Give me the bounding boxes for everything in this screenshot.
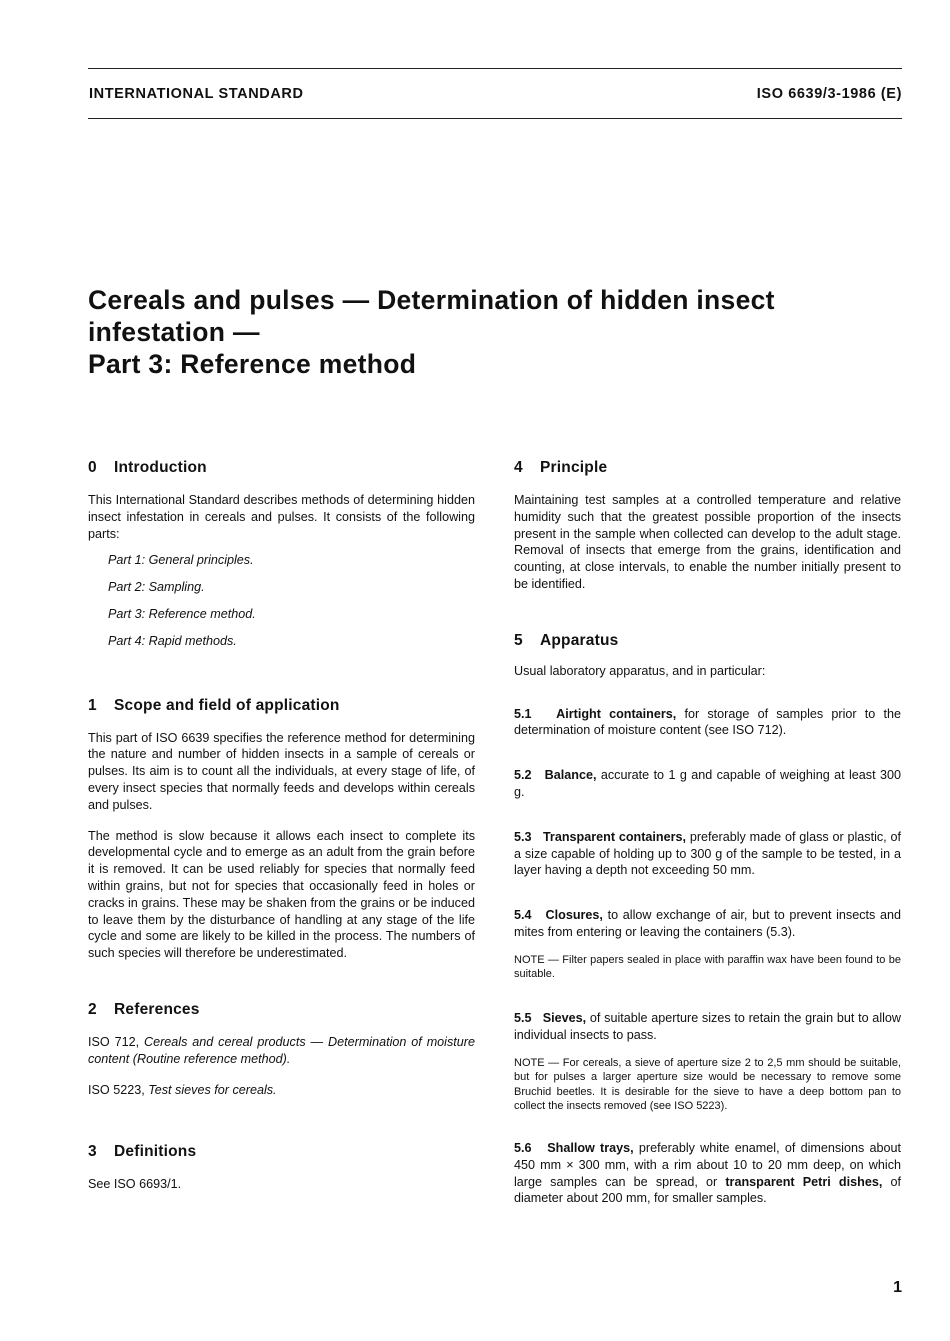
- clause-5-6: [514, 1140, 901, 1207]
- clause-5-2: [514, 767, 901, 801]
- section-0-title: Introduction: [114, 459, 207, 476]
- title-line-2: infestation —: [88, 317, 260, 347]
- section-0-heading: [88, 458, 475, 478]
- section-5-title: Apparatus: [540, 631, 619, 649]
- scope-paragraph-2: The method is slow because it allows each insect to complete its developmental cycle and to emerge as an adult from the grain before it is removed. It can be used reliably for species that normally feed within grains, but not for species that occasionally feed in holes or cracks in grains. These may be shaken from the grains or be induced to leave them by the disturbance of handling at any stage of the life cycle and some are likely to be killed in the process. The numbers of such species will therefore be underestimated.: [88, 828, 475, 961]
- clause-5-1: [514, 706, 901, 740]
- section-0-number: 0: [88, 459, 97, 476]
- clause-5-3: [514, 829, 901, 879]
- clause-5-5-number: 5.5: [514, 1010, 532, 1025]
- reference-iso-5223: [88, 1082, 475, 1099]
- clause-5-4: [514, 907, 901, 941]
- clause-5-6-text-2: of diameter about 200 mm, for smaller samples.: [514, 1174, 901, 1206]
- scope-paragraph-1: This part of ISO 6639 specifies the reference method for determining the nature and number of hidden insects in a sample of cereals or pulses. Its aim is to count all the individuals, at every stage of life, of every insect species that normally feeds and develops within cereals and pulses.: [88, 730, 475, 812]
- header-left-label: INTERNATIONAL STANDARD: [89, 86, 304, 102]
- clause-5-6-term-2: transparent Petri dishes,: [725, 1174, 883, 1189]
- clause-5-5-note: NOTE — For cereals, a sieve of aperture size 2 to 2,5 mm should be suitable, but for pulses a larger aperture size would be necessary to remove some Bruchid beetles. It is desirable for the sieve to have a deep bottom pan to collect the insects removed (see ISO 5223).: [514, 1056, 901, 1113]
- clause-5-4-note: NOTE — Filter papers sealed in place with paraffin wax have been found to be suitable.: [514, 953, 901, 981]
- clause-5-2-number: 5.2: [514, 768, 532, 783]
- left-column: [88, 458, 475, 1193]
- clause-5-1-term: Airtight containers,: [556, 706, 677, 721]
- header-document-number: ISO 6639/3-1986 (E): [756, 86, 902, 102]
- section-5-heading: [514, 631, 901, 651]
- section-4-title: Principle: [540, 459, 608, 476]
- section-2-heading: [88, 1000, 475, 1020]
- section-1-title: Scope and field of application: [114, 696, 340, 714]
- reference-iso-5223-title: Test sieves for cereals.: [148, 1082, 277, 1097]
- clause-5-6-number: 5.6: [514, 1140, 532, 1155]
- clause-5-4-term: Closures,: [545, 908, 603, 923]
- section-4-number: 4: [514, 459, 523, 476]
- principle-text: Maintaining test samples at a controlled temperature and relative humidity such that the greatest possible proportion of the insects present in the sample when collected can develop to the adult stage. Removal of insects that emerge from the grains, identification and counting, at close intervals, to enable the number initially present to be identified.: [514, 493, 901, 591]
- apparatus-intro: Usual laboratory apparatus, and in particular:: [514, 663, 766, 678]
- document-title: [88, 284, 908, 380]
- reference-iso-712-title: Cereals and cereal products — Determination of moisture content (Routine reference method).: [88, 1034, 475, 1066]
- title-line-1: Cereals and pulses — Determination of hidden insect: [88, 285, 775, 315]
- clause-5-6-text: preferably white enamel, of dimensions about 450 mm × 300 mm, with a rim about 10 to 20 mm deep, on which large samples can be spread, or: [514, 1140, 902, 1189]
- section-2-number: 2: [88, 1000, 97, 1018]
- clause-5-3-number: 5.3: [514, 829, 532, 844]
- introduction-text: This International Standard describes methods of determining hidden insect infestation in cereals and pulses. It consists of the following parts:: [88, 493, 475, 541]
- clause-5-5-text: of suitable aperture sizes to retain the grain but to allow individual insects to pass.: [514, 1010, 902, 1042]
- section-2-title: References: [114, 1000, 200, 1018]
- title-line-3: Part 3: Reference method: [88, 349, 417, 379]
- section-1-number: 1: [88, 696, 97, 714]
- parts-list: [88, 552, 475, 649]
- right-column: [514, 458, 901, 1207]
- clause-5-3-term: Transparent containers,: [542, 829, 687, 844]
- parts-list-item-2: Part 2: Sampling.: [108, 580, 205, 595]
- parts-list-item-4: Part 4: Rapid methods.: [108, 633, 237, 648]
- clause-5-6-term: Shallow trays,: [547, 1140, 634, 1155]
- definitions-text: See ISO 6693/1.: [88, 1177, 182, 1192]
- parts-list-item-1: Part 1: General principles.: [108, 553, 254, 568]
- reference-iso-5223-code: ISO 5223,: [88, 1082, 145, 1097]
- clause-5-4-text: to allow exchange of air, but to prevent insects and mites from entering or leaving the containers (5.3).: [514, 908, 901, 939]
- clause-5-5: [514, 1010, 901, 1044]
- clause-5-2-text: accurate to 1 g and capable of weighing at least 300 g.: [514, 768, 901, 799]
- parts-list-item-3: Part 3: Reference method.: [108, 606, 256, 621]
- clause-5-4-number: 5.4: [514, 908, 532, 923]
- reference-iso-712-code: ISO 712,: [88, 1034, 140, 1049]
- clause-5-2-term: Balance,: [544, 768, 597, 783]
- section-5-number: 5: [514, 631, 523, 649]
- clause-5-1-text: for storage of samples prior to the determination of moisture content (see ISO 712).: [514, 706, 901, 738]
- section-1-heading: [88, 696, 475, 716]
- header-bottom-rule: [88, 118, 902, 119]
- clause-5-3-text: preferably made of glass or plastic, of a size capable of holding up to 300 g of the sample to be tested, in a layer having a depth not exceeding 50 mm.: [514, 829, 901, 878]
- reference-iso-712: [88, 1034, 475, 1068]
- section-3-heading: [88, 1142, 475, 1162]
- clause-5-5-term: Sieves,: [542, 1010, 587, 1025]
- section-3-number: 3: [88, 1143, 97, 1161]
- clause-5-1-number: 5.1: [514, 706, 532, 721]
- section-4-heading: [514, 458, 901, 478]
- header-top-rule: [88, 68, 902, 69]
- page-number: 1: [893, 1279, 902, 1296]
- section-3-title: Definitions: [114, 1143, 197, 1161]
